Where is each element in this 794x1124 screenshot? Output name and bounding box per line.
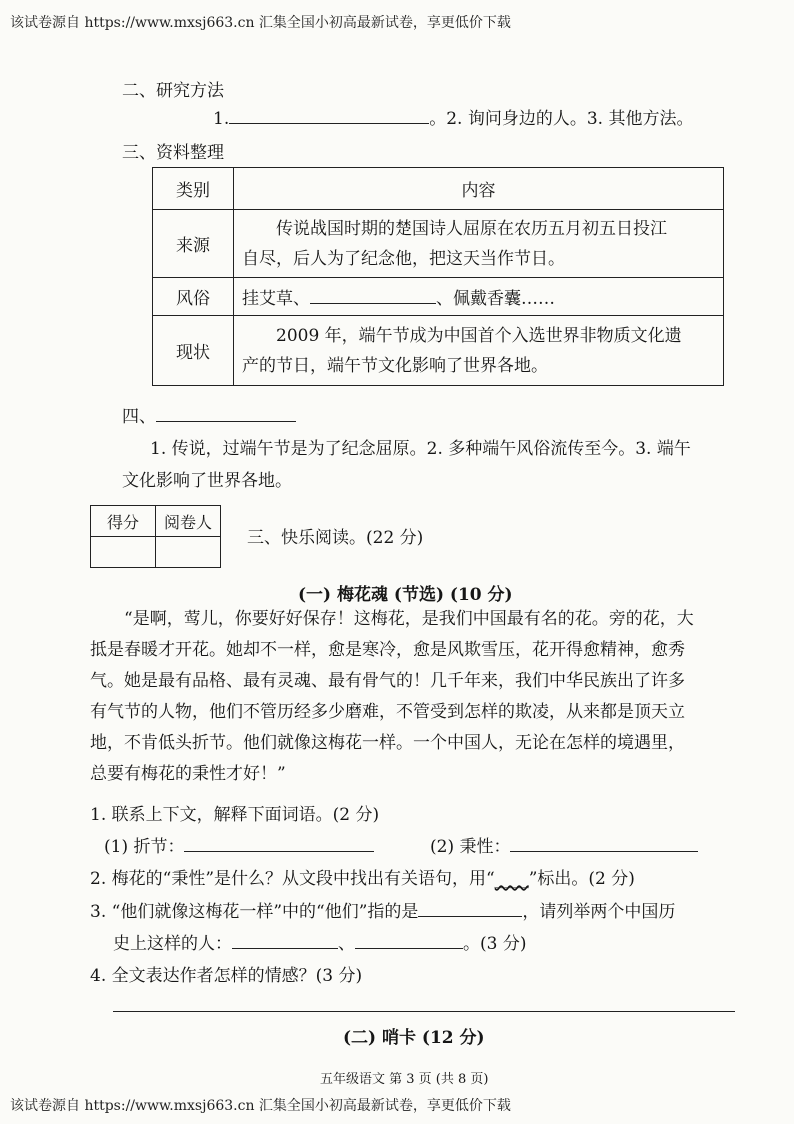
row-category: 来源 (153, 210, 234, 278)
table-row (153, 316, 724, 386)
materials-table (152, 167, 724, 386)
q2-before: 2. 梅花的“秉性”是什么？从文段中找出有关语句，用“ (90, 869, 495, 889)
q3-text: 3. “他们就像这梅花一样”中的“他们”指的是 (90, 902, 419, 922)
custom-blank[interactable] (310, 289, 436, 304)
row-line1: 2009 年，端午节成为中国首个入选世界非物质文化遗 (276, 325, 682, 346)
q3-blank2[interactable] (232, 934, 338, 949)
watermark-top: 该试卷源自 https://www.mxsj663.cn 汇集全国小初高最新试卷，享更低价下载 (10, 15, 511, 31)
section4-blank[interactable] (156, 407, 296, 422)
methods-line (213, 104, 693, 129)
reviewer-label: 阅卷人 (156, 506, 221, 537)
custom-prefix: 挂艾草、 (242, 289, 310, 309)
section4-label: 四、 (122, 407, 156, 427)
passage-line: “是啊，莺儿，你要好好保存！这梅花，是我们中国最有名的花。旁的花，大 (124, 609, 694, 629)
q2-after: ”标出。(2 分) (528, 869, 635, 889)
q2-text (90, 864, 635, 889)
passage1-title: (一) 梅花魂 (节选) (10 分) (298, 585, 513, 605)
q3-blank3[interactable] (355, 934, 463, 949)
watermark-bottom: 该试卷源自 https://www.mxsj663.cn 汇集全国小初高最新试卷，享更低价下载 (10, 1098, 511, 1114)
q4-text: 4. 全文表达作者怎样的情感？(3 分) (90, 966, 363, 986)
q1-b-blank[interactable] (510, 837, 698, 852)
q1-b-label: (2) 秉性： (430, 837, 511, 857)
section4-line1: 1. 传说，过端午节是为了纪念屈原。2. 多种端午风俗流传至今。3. 端午 (150, 439, 691, 459)
table-row (153, 278, 724, 316)
q1-text: 1. 联系上下文，解释下面词语。(2 分) (90, 805, 380, 825)
methods-blank[interactable] (229, 109, 429, 124)
passage-line: 有气节的人物，他们不管历经多少磨难，不管受到怎样的欺凌，从来都是顶天立 (90, 702, 685, 722)
methods-heading: 二、研究方法 (122, 81, 224, 101)
row-category: 现状 (153, 316, 234, 386)
materials-heading: 三、资料整理 (122, 143, 224, 163)
score-box (90, 505, 221, 568)
q1-a-label: (1) 折节： (104, 837, 185, 857)
page-footer: 五年级语文 第 3 页 (共 8 页) (320, 1072, 489, 1087)
row-line2: 自尽，后人为了纪念他，把这天当作节日。 (242, 248, 565, 269)
reading-title: 三、快乐阅读。(22 分) (247, 528, 424, 548)
q3-line1-end: ，请列举两个中国历 (522, 902, 676, 922)
passage-line: 总要有梅花的秉性才好！” (90, 764, 286, 784)
q3-line2-end: 。(3 分) (463, 934, 527, 954)
passage-line: 地，不肯低头折节。他们就像这梅花一样。一个中国人，无论在怎样的境遇里， (90, 733, 685, 753)
q4-answer-line[interactable] (113, 1011, 735, 1012)
q3-line2 (113, 929, 526, 954)
q1-a-blank[interactable] (184, 837, 374, 852)
q1-b (430, 832, 698, 857)
header-category: 类别 (153, 168, 234, 210)
reviewer-cell[interactable] (156, 537, 221, 568)
row-line2: 产的节日，端午节文化影响了世界各地。 (242, 355, 548, 376)
q3-blank1[interactable] (418, 902, 522, 917)
section4-line2: 文化影响了世界各地。 (122, 471, 292, 491)
q3-line2-start: 史上这样的人： (113, 934, 232, 954)
custom-suffix: 、佩戴香囊…… (436, 289, 555, 309)
q1-a (104, 832, 374, 857)
q2-mark: ____ (494, 869, 529, 889)
q3-sep: 、 (338, 934, 355, 954)
score-label: 得分 (91, 506, 156, 537)
row-line1: 传说战国时期的楚国诗人屈原在农历五月初五日投江 (276, 218, 667, 239)
passage-line: 气。她是最有品格、最有灵魂、最有骨气的！几千年来，我们中华民族出了许多 (90, 671, 685, 691)
q3-line1 (90, 897, 675, 922)
methods-num: 1. (213, 109, 230, 129)
table-row (153, 210, 724, 278)
section4-heading (122, 402, 296, 427)
passage2-title: (二) 哨卡 (12 分) (343, 1028, 485, 1048)
score-cell[interactable] (91, 537, 156, 568)
row-category: 风俗 (153, 278, 234, 316)
methods-rest: 。2. 询问身边的人。3. 其他方法。 (429, 109, 694, 129)
passage1-text (90, 604, 730, 790)
header-content: 内容 (234, 168, 724, 210)
passage-line: 抵是春暖才开花。她却不一样，愈是寒冷，愈是风欺雪压，花开得愈精神，愈秀 (90, 640, 685, 660)
